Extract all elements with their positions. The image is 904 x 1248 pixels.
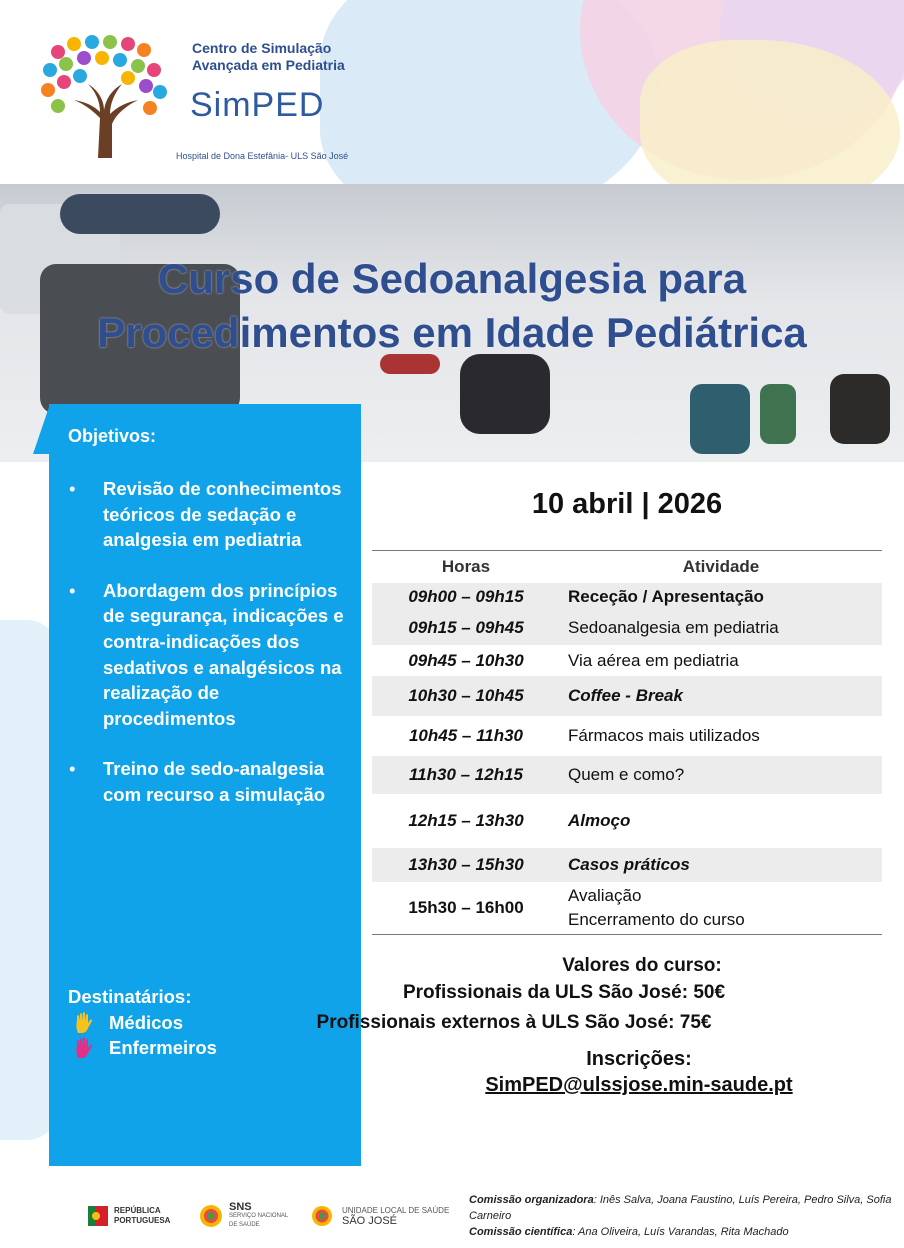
sns-sub1: SERVIÇO NACIONAL xyxy=(229,1212,289,1219)
photo-inhaler-3 xyxy=(830,374,890,444)
row-activity-line2: Encerramento do curso xyxy=(568,909,745,929)
panel-notch xyxy=(33,404,50,454)
portugal-flag-icon xyxy=(88,1204,108,1228)
objective-item: • Abordagem dos princípios de segurança, indicações e contra-indicações dos sedativos e analgésicos na realização de procedimentos xyxy=(49,578,361,732)
row-activity: Quem e como? xyxy=(560,756,882,794)
republica-line1: REPÚBLICA xyxy=(114,1206,161,1215)
table-row xyxy=(372,882,882,934)
header-activity: Atividade xyxy=(560,551,882,584)
registration-email-link[interactable]: SimPED@ulssjose.min-saude.pt xyxy=(485,1074,793,1096)
organizing-committee xyxy=(469,1192,904,1224)
photo-inhaler-2 xyxy=(760,384,796,444)
committee-credits xyxy=(469,1192,904,1240)
table-row xyxy=(372,756,882,794)
objectives-panel xyxy=(49,404,361,1166)
table-row xyxy=(372,794,882,848)
row-time: 13h30 – 15h30 xyxy=(372,848,560,882)
uls-line2: SÃO JOSÉ xyxy=(342,1215,398,1227)
row-activity-line1: Avaliação xyxy=(568,885,642,905)
center-name xyxy=(192,40,345,74)
photo-mask xyxy=(60,194,220,234)
center-name-line1: Centro de Simulação xyxy=(192,40,332,56)
objectives-heading: Objetivos: xyxy=(68,426,157,446)
row-activity xyxy=(560,882,882,934)
republica-line2: PORTUGUESA xyxy=(114,1216,171,1225)
row-time: 10h30 – 10h45 xyxy=(372,676,560,716)
sns-logo xyxy=(198,1196,288,1236)
sns-name: SNS xyxy=(229,1200,252,1213)
scientific-committee-names: : Ana Oliveira, Luís Varandas, Rita Machado xyxy=(572,1226,789,1238)
row-activity: Coffee - Break xyxy=(560,676,882,716)
audience-item-doctors xyxy=(73,1012,183,1034)
objective-item: • Treino de sedo-analgesia com recurso a simulação xyxy=(49,756,361,807)
simped-tree-logo xyxy=(40,34,168,162)
row-activity: Almoço xyxy=(568,811,631,830)
course-title-line1: Curso de Sedoanalgesia para xyxy=(157,255,747,302)
audience-label: Enfermeiros xyxy=(109,1037,217,1058)
organizing-committee-label: Comissão organizadora xyxy=(469,1194,594,1206)
fees-heading: Valores do curso: xyxy=(562,955,722,976)
row-time: 10h45 – 11h30 xyxy=(408,726,524,745)
schedule-table xyxy=(372,550,882,935)
republica-logo xyxy=(88,1196,170,1236)
row-time: 11h30 – 12h15 xyxy=(372,756,560,794)
row-activity: Receção / Apresentação xyxy=(560,583,882,611)
scientific-committee xyxy=(469,1224,904,1240)
row-time: 09h45 – 10h30 xyxy=(408,650,524,670)
table-row xyxy=(372,645,882,676)
table-row xyxy=(372,716,882,756)
row-activity: Fármacos mais utilizados xyxy=(568,726,760,745)
row-time: 12h15 – 13h30 xyxy=(408,811,524,830)
uls-line1: UNIDADE LOCAL DE SAÚDE xyxy=(342,1206,450,1215)
audience-heading: Destinatários: xyxy=(68,986,192,1007)
sns-sub2: DE SAÚDE xyxy=(229,1221,260,1228)
schedule-header-row xyxy=(372,551,882,584)
uls-emblem-icon xyxy=(310,1204,334,1228)
table-row xyxy=(372,848,882,882)
fee-internal: Profissionais da ULS São José: 50€ xyxy=(402,982,726,1003)
audience-item-nurses xyxy=(73,1037,217,1059)
pink-hand-icon xyxy=(73,1037,95,1059)
course-title xyxy=(0,252,904,360)
photo-inhaler-1 xyxy=(690,384,750,454)
registration-heading: Inscrições: xyxy=(586,1048,692,1070)
yellow-hand-icon xyxy=(73,1012,95,1034)
row-activity: Casos práticos xyxy=(560,848,882,882)
row-activity: Via aérea em pediatria xyxy=(568,650,739,670)
table-row xyxy=(372,611,882,645)
uls-sao-jose-logo xyxy=(310,1196,449,1236)
registration-block xyxy=(372,1046,904,1098)
organizing-committee-names: : Inês Salva, Joana Faustino, Luís Pereira, Pedro Silva, Sofia Carneiro xyxy=(469,1194,892,1222)
center-name-line2: Avançada em Pediatria xyxy=(192,57,345,73)
row-time: 09h15 – 09h45 xyxy=(372,611,560,645)
hospital-name: Hospital de Dona Estefânia- ULS São José xyxy=(176,151,349,161)
brand-name: SimPED xyxy=(190,86,325,124)
photo-device-1 xyxy=(460,354,550,434)
fee-external: Profissionais externos à ULS São José: 75€ xyxy=(316,1012,712,1033)
table-row xyxy=(372,676,882,716)
course-date: 10 abril | 2026 xyxy=(531,488,723,520)
table-row xyxy=(372,583,882,611)
scientific-committee-label: Comissão científica xyxy=(469,1226,573,1238)
objectives-list xyxy=(49,476,361,833)
row-activity: Sedoanalgesia em pediatria xyxy=(560,611,882,645)
course-title-line2: Procedimentos em Idade Pediátrica xyxy=(97,309,807,356)
objective-item: • Revisão de conhecimentos teóricos de sedação e analgesia em pediatria xyxy=(49,476,361,553)
sns-emblem-icon xyxy=(198,1203,224,1229)
header-hours: Horas xyxy=(372,551,560,584)
row-time: 15h30 – 16h00 xyxy=(372,882,560,934)
audience-label: Médicos xyxy=(109,1012,184,1033)
row-time: 09h00 – 09h15 xyxy=(372,583,560,611)
fees-block xyxy=(316,952,904,1036)
